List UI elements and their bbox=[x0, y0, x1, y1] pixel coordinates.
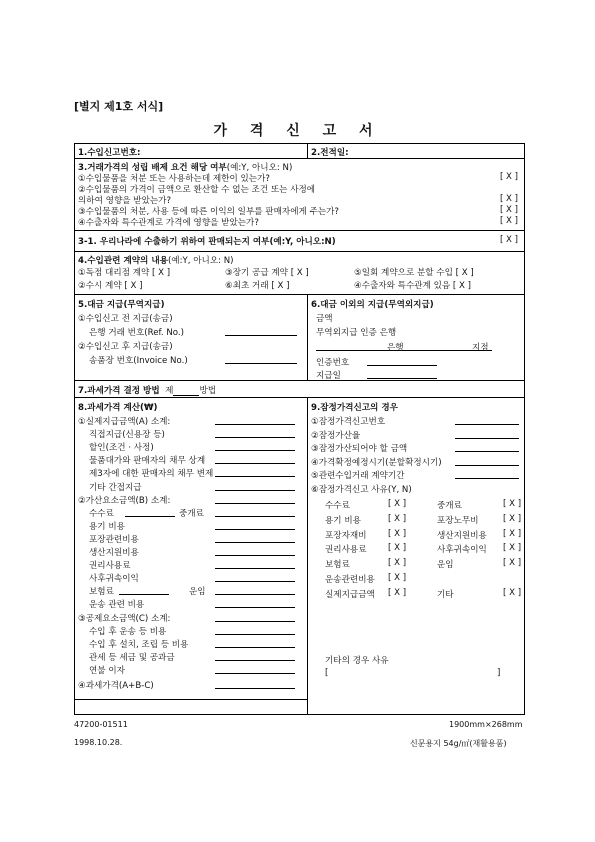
s9-reason-7-3: 기타 bbox=[437, 589, 454, 600]
s8-line-20: 수입 후 설치, 조립 등 비용 bbox=[89, 639, 189, 650]
ref-no-field[interactable] bbox=[225, 335, 297, 336]
s8-line-21: 관세 등 세금 및 공과금 bbox=[89, 652, 175, 663]
s9-reason-2-1: 용기 비용 bbox=[325, 515, 361, 526]
s3-line-3: 의하여 영향을 받았는가? bbox=[78, 196, 172, 206]
s9-reason-5-1: 보험료 bbox=[325, 560, 350, 571]
s9-reason-1-4[interactable]: [ X ] bbox=[503, 499, 522, 509]
section-8-heading: 8.과세가격 계산(₩) bbox=[78, 403, 158, 413]
s8-line-1: ①실제지급금액(A) 소계: bbox=[78, 417, 171, 427]
rule-2 bbox=[75, 230, 524, 231]
s3-line-2: ②수입물품의 가격이 금액으로 환산할 수 없는 조건 또는 사정에 bbox=[78, 185, 316, 195]
s8-line-7: ②가산요소금액(B) 소계: bbox=[78, 495, 171, 506]
section-3-heading: 3.거래가격의 성립 배제 요건 해당 여부(예:Y, 아니오: N) bbox=[78, 163, 293, 173]
s3-flag-4[interactable]: [ X ] bbox=[499, 216, 518, 226]
section-9-heading: 9.잠정가격신고의 경우 bbox=[311, 403, 398, 413]
form-label: [별지 제1호 서식] bbox=[74, 100, 164, 113]
rule-4 bbox=[75, 294, 524, 295]
s8-field-18[interactable] bbox=[215, 621, 295, 622]
s9-field-2[interactable] bbox=[455, 438, 519, 439]
s5-line-4: 송품장 번호(Invoice No.) bbox=[89, 356, 188, 366]
section-3-1-heading: 3-1. 우리나라에 수출하기 위하여 판매되는지 여부(예:Y, 아니오:N) bbox=[78, 237, 336, 247]
s3-flag-3[interactable]: [ X ] bbox=[499, 205, 518, 215]
s9-reason-3-3: 생산지원비용 bbox=[437, 530, 487, 541]
s8-line-11: 포장관련비용 bbox=[89, 534, 139, 545]
s8-line-8: 수수료 bbox=[89, 508, 114, 519]
s9-line-5: ⑤관련수입거래 계약기간 bbox=[311, 471, 405, 482]
s8-field-16[interactable] bbox=[215, 594, 295, 595]
paper-type: 신문용지 54g/㎡(재활용품) bbox=[410, 739, 507, 748]
s8-field-13[interactable] bbox=[215, 568, 295, 569]
s6-amount-label: 금액 bbox=[316, 314, 333, 324]
s8-field-4[interactable] bbox=[215, 463, 295, 464]
s9-reason-4-4[interactable]: [ X ] bbox=[503, 543, 522, 554]
divider-bottom bbox=[307, 397, 308, 714]
s5-line-2: 은행 거래 번호(Ref. No.) bbox=[89, 328, 184, 338]
invoice-no-field[interactable] bbox=[225, 363, 297, 364]
s8-field-21[interactable] bbox=[215, 660, 295, 661]
s8-field-2[interactable] bbox=[215, 437, 295, 438]
s8-field-11[interactable] bbox=[215, 542, 295, 543]
s9-reason-7-4[interactable]: [ X ] bbox=[503, 587, 522, 598]
s8-field-19[interactable] bbox=[215, 634, 295, 635]
s9-reason-2-2[interactable]: [ X ] bbox=[388, 513, 407, 524]
s8-line-19: 수입 후 운송 등 비용 bbox=[89, 626, 167, 637]
s8-field-3[interactable] bbox=[215, 450, 295, 451]
s4-row1-item-2[interactable]: ③장기 공급 계약 [ X ] bbox=[225, 268, 309, 278]
s9-reason-2-4[interactable]: [ X ] bbox=[503, 513, 522, 524]
s8-field-10[interactable] bbox=[215, 529, 295, 530]
s8-line-13: 권리사용료 bbox=[89, 561, 131, 572]
s8-field-17[interactable] bbox=[215, 607, 295, 608]
s8-line-14: 사후귀속이익 bbox=[89, 574, 139, 585]
s9-reason-3-1: 포장자재비 bbox=[325, 530, 367, 541]
s8-field-20[interactable] bbox=[215, 647, 295, 648]
s8-line-16: 운임 bbox=[189, 587, 206, 598]
s8-field-14[interactable] bbox=[215, 581, 295, 582]
s9-field-1[interactable] bbox=[455, 424, 519, 425]
s8-line-15: 보험료 bbox=[89, 587, 114, 598]
rule-5 bbox=[75, 380, 524, 381]
s9-reason-5-4[interactable]: [ X ] bbox=[503, 558, 522, 569]
rule-3 bbox=[75, 251, 524, 252]
s8-line-5: 제3자에 대한 판매자의 채무 변제 bbox=[89, 469, 214, 480]
s6-branch-suffix: 지점 bbox=[472, 343, 489, 353]
s8-line-22: 연불 이자 bbox=[89, 665, 125, 676]
cert-no-field[interactable] bbox=[367, 365, 437, 366]
s9-line-2: ②잠정가산율 bbox=[311, 430, 361, 441]
s8-line-2: 직접지급(신용장 등) bbox=[89, 430, 165, 441]
page-title: 가 격 신 고 서 bbox=[213, 123, 382, 139]
s4-row2-item-3[interactable]: ④수출자와 특수관계 있음 [ X ] bbox=[354, 281, 471, 291]
s3-1-flag[interactable]: [ X ] bbox=[499, 235, 518, 245]
s9-reason-1-1: 수수료 bbox=[325, 501, 350, 511]
s8-line-23: ④과세가격(A+B-C) bbox=[78, 680, 154, 691]
form-frame bbox=[74, 143, 525, 715]
method-number-field[interactable] bbox=[173, 386, 199, 396]
s6-bank-suffix: 은행 bbox=[387, 343, 404, 353]
s9-reason-1-2[interactable]: [ X ] bbox=[388, 499, 407, 509]
s9-reason-3-2[interactable]: [ X ] bbox=[388, 528, 407, 539]
s9-bracket-close: ] bbox=[497, 668, 501, 678]
s9-reason-7-2[interactable]: [ X ] bbox=[388, 587, 407, 598]
s4-row1-item-1[interactable]: ①독점 대리점 계약 [ X ] bbox=[78, 268, 171, 278]
form-date: 1998.10.28. bbox=[74, 738, 123, 747]
s9-line-3: ③잠정가산되어야 할 금액 bbox=[311, 444, 408, 455]
divider-mid bbox=[307, 294, 308, 380]
s9-reason-6-2[interactable]: [ X ] bbox=[388, 573, 407, 583]
s8-line-9: 중개료 bbox=[179, 508, 204, 519]
s9-bracket-open: [ bbox=[325, 668, 329, 678]
s6-bank-label: 무역외지급 인증 은행 bbox=[316, 328, 397, 338]
s8-line-4: 물품대가와 판매자의 채무 상계 bbox=[89, 456, 206, 467]
s8-line-17: 운송 관련 비용 bbox=[89, 600, 145, 611]
s8-field-8[interactable] bbox=[125, 516, 175, 517]
s9-reason-4-3: 사후귀속이익 bbox=[437, 545, 487, 556]
s8-line-3: 할인(조건 · 사정) bbox=[89, 443, 154, 454]
s8-field-12[interactable] bbox=[215, 555, 295, 556]
s9-field-3[interactable] bbox=[455, 451, 519, 452]
s9-reason-5-2[interactable]: [ X ] bbox=[388, 558, 407, 569]
s9-reason-4-1: 권리사용료 bbox=[325, 545, 367, 556]
s6-pay-date-label: 지급일 bbox=[316, 371, 341, 381]
rule-6 bbox=[75, 397, 524, 398]
s9-field-5[interactable] bbox=[455, 478, 519, 479]
section-6-heading: 6.대금 이외의 지급(무역외지급) bbox=[311, 300, 434, 310]
s8-field-23[interactable] bbox=[215, 688, 295, 689]
s4-row2-item-1[interactable]: ②수시 계약 [ X ] bbox=[78, 281, 143, 291]
s8-field-9[interactable] bbox=[215, 516, 295, 517]
s9-reason-7-1: 실제지급금액 bbox=[325, 589, 375, 600]
pay-date-field[interactable] bbox=[367, 378, 437, 379]
s8-line-10: 용기 비용 bbox=[89, 521, 125, 532]
s5-line-3: ②수입신고 후 지급(송금) bbox=[78, 342, 173, 352]
s8-line-18: ③공제요소금액(C) 소계: bbox=[78, 613, 171, 624]
rule-7 bbox=[75, 699, 307, 700]
s8-line-6: 기타 간접지급 bbox=[89, 482, 142, 493]
s9-line-1: ①잠정가격신고번호 bbox=[311, 417, 386, 427]
s8-field-1[interactable] bbox=[215, 424, 295, 425]
paper-size: 1900mm×268mm bbox=[449, 720, 523, 729]
s5-line-1: ①수입신고 전 지급(송금) bbox=[78, 314, 173, 324]
form-code: 47200-01511 bbox=[74, 720, 128, 729]
section-5-heading: 5.대금 지급(무역지급) bbox=[78, 300, 165, 310]
s8-field-22[interactable] bbox=[215, 673, 295, 674]
s9-other-case: 기타의 경우 사유 bbox=[325, 656, 389, 666]
s8-field-7[interactable] bbox=[215, 503, 295, 504]
divider-top bbox=[307, 144, 308, 158]
s3-flag-1[interactable]: [ X ] bbox=[499, 172, 518, 182]
s8-field-6[interactable] bbox=[215, 490, 295, 491]
s3-line-4: ③수입물품의 처분, 사용 등에 따른 이익의 일부를 판매자에게 주는가? bbox=[78, 207, 339, 217]
s3-line-5: ④수출자와 특수관계로 가격에 영향을 받았는가? bbox=[78, 218, 259, 228]
s3-flag-2[interactable]: [ X ] bbox=[499, 194, 518, 204]
s9-reason-4-2[interactable]: [ X ] bbox=[388, 543, 407, 554]
s9-reason-2-3: 포장노무비 bbox=[437, 515, 479, 526]
s9-reason-1-3: 중개료 bbox=[437, 501, 462, 511]
import-declaration-number-label: 1.수입신고번호: bbox=[78, 148, 141, 158]
s9-reason-5-3: 운임 bbox=[437, 560, 454, 571]
s3-line-1: ①수입물품을 처분 또는 사용하는데 제한이 있는가? bbox=[78, 174, 270, 184]
s9-reason-3-4[interactable]: [ X ] bbox=[503, 528, 522, 539]
s8-field-5[interactable] bbox=[215, 476, 295, 477]
transfer-date-label: 2.전적일: bbox=[311, 148, 349, 158]
section-7-heading: 7.과세가격 결정 방법 제 방법 bbox=[78, 386, 217, 396]
s4-row2-item-2[interactable]: ⑥최초 거래 [ X ] bbox=[225, 281, 290, 291]
s8-field-15[interactable] bbox=[119, 594, 169, 595]
s4-row1-item-3[interactable]: ⑤일회 계약으로 분할 수입 [ X ] bbox=[354, 268, 474, 278]
s9-line-6: ⑥잠정가격신고 사유(Y, N) bbox=[311, 485, 412, 495]
rule-1 bbox=[75, 158, 524, 159]
bank-branch-field[interactable] bbox=[316, 350, 492, 351]
s9-line-4: ④가격확정예정시기(분할확정시기) bbox=[311, 457, 442, 468]
s9-reason-6-1: 운송관련비용 bbox=[325, 575, 375, 585]
s6-cert-no-label: 인증번호 bbox=[316, 358, 350, 368]
s9-field-4[interactable] bbox=[455, 465, 519, 466]
s8-line-12: 생산지원비용 bbox=[89, 548, 139, 558]
section-4-heading: 4.수입관련 계약의 내용(예:Y, 아니오: N) bbox=[78, 256, 234, 266]
